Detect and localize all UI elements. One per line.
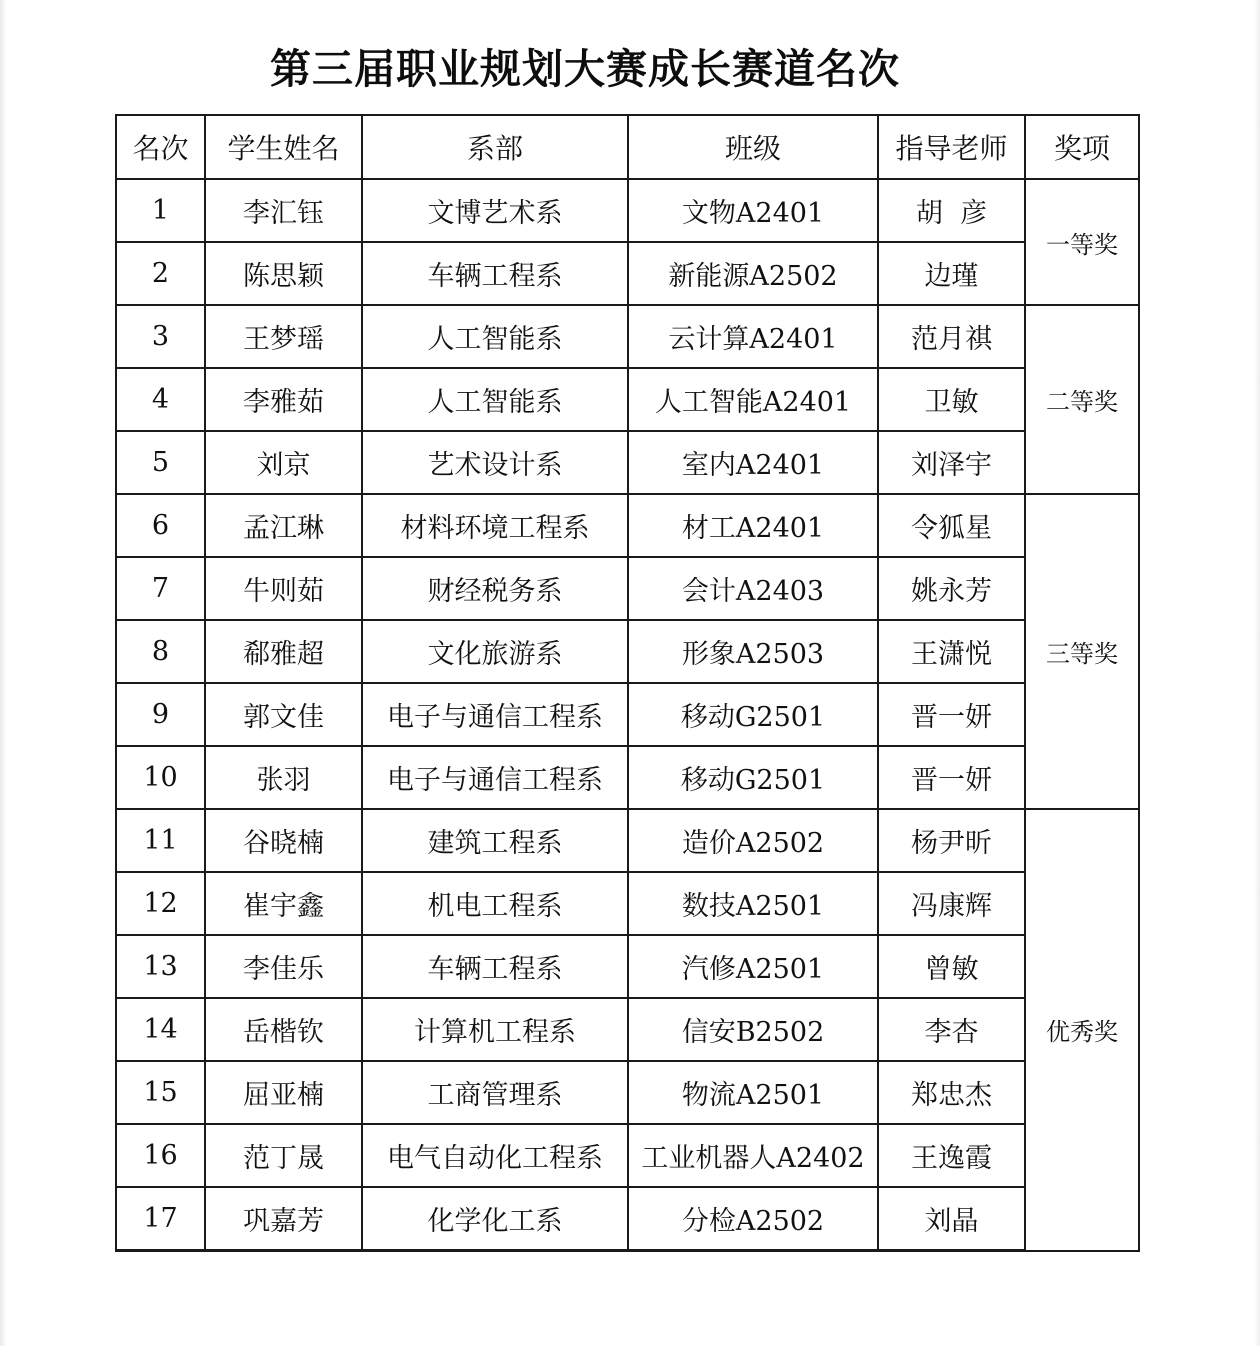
cell-department: 艺术设计系: [362, 431, 628, 494]
cell-name: 牛则茹: [205, 557, 362, 620]
cell-rank: 14: [116, 998, 205, 1061]
cell-department: 电气自动化工程系: [362, 1124, 628, 1187]
table-row: [116, 809, 1139, 872]
cell-department: 文博艺术系: [362, 179, 628, 242]
header-row: [116, 115, 1139, 179]
table-row: [116, 1124, 1139, 1187]
table-row: [116, 431, 1139, 494]
cell-department: 电子与通信工程系: [362, 746, 628, 809]
cell-class: 移动G2501: [628, 683, 878, 746]
table-row: [116, 179, 1139, 242]
page-title: 第三届职业规划大赛成长赛道名次: [270, 45, 900, 93]
table-row: [116, 1187, 1139, 1251]
page-shadow-right: [1254, 0, 1260, 1346]
cell-class: 信安B2502: [628, 998, 878, 1061]
cell-name: 巩嘉芳: [205, 1187, 362, 1251]
cell-rank: 8: [116, 620, 205, 683]
cell-department: 化学化工系: [362, 1187, 628, 1251]
results-table: [115, 114, 1140, 1252]
cell-teacher: 姚永芳: [878, 557, 1025, 620]
cell-class: 云计算A2401: [628, 305, 878, 368]
cell-department: 计算机工程系: [362, 998, 628, 1061]
cell-class: 会计A2403: [628, 557, 878, 620]
cell-rank: 17: [116, 1187, 205, 1251]
cell-name: 谷晓楠: [205, 809, 362, 872]
cell-class: 室内A2401: [628, 431, 878, 494]
table-row: [116, 872, 1139, 935]
cell-name: 陈思颖: [205, 242, 362, 305]
cell-rank: 5: [116, 431, 205, 494]
table-row: [116, 242, 1139, 305]
cell-class: 工业机器人A2402: [628, 1124, 878, 1187]
header-rank: 名次: [116, 115, 205, 179]
table-row: [116, 746, 1139, 809]
cell-name: 郗雅超: [205, 620, 362, 683]
award-second-prize: 二等奖: [1025, 305, 1139, 494]
cell-teacher: 边瑾: [878, 242, 1025, 305]
cell-name: 刘京: [205, 431, 362, 494]
cell-rank: 11: [116, 809, 205, 872]
cell-name: 李雅茹: [205, 368, 362, 431]
table-row: [116, 935, 1139, 998]
cell-rank: 2: [116, 242, 205, 305]
cell-class: 物流A2501: [628, 1061, 878, 1124]
cell-teacher: 曾敏: [878, 935, 1025, 998]
cell-class: 汽修A2501: [628, 935, 878, 998]
cell-teacher: 李杏: [878, 998, 1025, 1061]
header-department: 系部: [362, 115, 628, 179]
cell-department: 车辆工程系: [362, 242, 628, 305]
cell-class: 移动G2501: [628, 746, 878, 809]
table-row: [116, 494, 1139, 557]
cell-department: 文化旅游系: [362, 620, 628, 683]
cell-department: 财经税务系: [362, 557, 628, 620]
cell-rank: 10: [116, 746, 205, 809]
cell-teacher: 王逸霞: [878, 1124, 1025, 1187]
cell-name: 李佳乐: [205, 935, 362, 998]
cell-class: 形象A2503: [628, 620, 878, 683]
cell-department: 机电工程系: [362, 872, 628, 935]
cell-teacher: 王潇悦: [878, 620, 1025, 683]
cell-name: 李汇钰: [205, 179, 362, 242]
cell-name: 屈亚楠: [205, 1061, 362, 1124]
cell-class: 分检A2502: [628, 1187, 878, 1251]
cell-department: 人工智能系: [362, 305, 628, 368]
header-teacher: 指导老师: [878, 115, 1025, 179]
cell-rank: 1: [116, 179, 205, 242]
cell-department: 材料环境工程系: [362, 494, 628, 557]
cell-department: 人工智能系: [362, 368, 628, 431]
table-row: [116, 1061, 1139, 1124]
cell-class: 数技A2501: [628, 872, 878, 935]
cell-class: 人工智能A2401: [628, 368, 878, 431]
header-student-name: 学生姓名: [205, 115, 362, 179]
cell-rank: 16: [116, 1124, 205, 1187]
cell-rank: 7: [116, 557, 205, 620]
cell-teacher: 卫敏: [878, 368, 1025, 431]
table-row: [116, 998, 1139, 1061]
cell-name: 崔宇鑫: [205, 872, 362, 935]
cell-rank: 4: [116, 368, 205, 431]
cell-teacher: 刘晶: [878, 1187, 1025, 1251]
header-class: 班级: [628, 115, 878, 179]
cell-rank: 13: [116, 935, 205, 998]
cell-class: 材工A2401: [628, 494, 878, 557]
cell-teacher: 胡 彦: [878, 179, 1025, 242]
cell-name: 王梦瑶: [205, 305, 362, 368]
cell-class: 新能源A2502: [628, 242, 878, 305]
cell-name: 岳楷钦: [205, 998, 362, 1061]
cell-rank: 9: [116, 683, 205, 746]
cell-teacher: 郑忠杰: [878, 1061, 1025, 1124]
cell-department: 车辆工程系: [362, 935, 628, 998]
cell-teacher: 刘泽宇: [878, 431, 1025, 494]
table-row: [116, 557, 1139, 620]
table-row: [116, 368, 1139, 431]
header-award: 奖项: [1025, 115, 1139, 179]
page-shadow-left: [0, 0, 6, 1346]
cell-rank: 3: [116, 305, 205, 368]
cell-teacher: 杨尹昕: [878, 809, 1025, 872]
cell-teacher: 晋一妍: [878, 746, 1025, 809]
award-excellence-prize: 优秀奖: [1025, 809, 1139, 1251]
cell-department: 电子与通信工程系: [362, 683, 628, 746]
cell-department: 建筑工程系: [362, 809, 628, 872]
table-row: [116, 620, 1139, 683]
cell-rank: 6: [116, 494, 205, 557]
cell-name: 郭文佳: [205, 683, 362, 746]
table-row: [116, 305, 1139, 368]
cell-department: 工商管理系: [362, 1061, 628, 1124]
cell-teacher: 令狐星: [878, 494, 1025, 557]
cell-class: 造价A2502: [628, 809, 878, 872]
table-row: [116, 683, 1139, 746]
cell-rank: 15: [116, 1061, 205, 1124]
cell-name: 孟江琳: [205, 494, 362, 557]
cell-name: 范丁晟: [205, 1124, 362, 1187]
cell-class: 文物A2401: [628, 179, 878, 242]
cell-teacher: 晋一妍: [878, 683, 1025, 746]
award-third-prize: 三等奖: [1025, 494, 1139, 809]
cell-teacher: 范月祺: [878, 305, 1025, 368]
award-first-prize: 一等奖: [1025, 179, 1139, 305]
cell-teacher: 冯康辉: [878, 872, 1025, 935]
cell-rank: 12: [116, 872, 205, 935]
cell-name: 张羽: [205, 746, 362, 809]
